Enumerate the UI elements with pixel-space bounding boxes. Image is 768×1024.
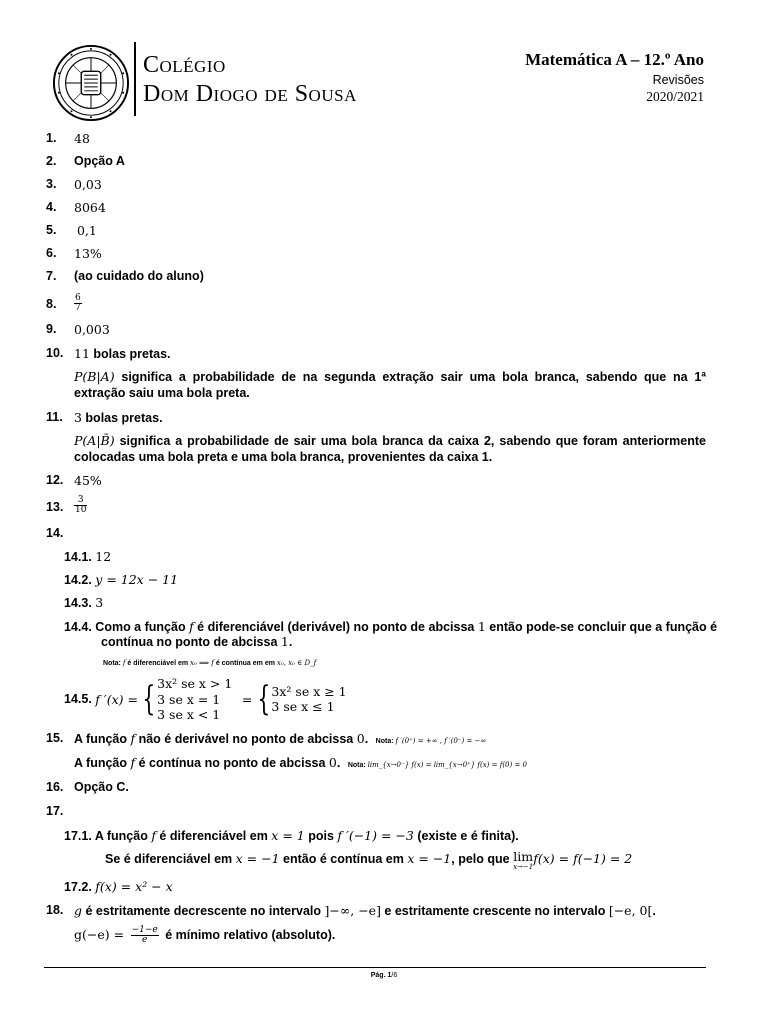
answer-number: 3.	[46, 177, 57, 191]
answer-value: 0,1	[77, 223, 97, 238]
answer-17-2: 17.2. f(x) = x² − x	[64, 879, 173, 894]
answer-value: A função f não é derivável no ponto de abcissa 0. Nota: f ′(0⁺) = +∞ , f ′(0⁻) = −∞	[74, 731, 487, 746]
answer-number: 6.	[46, 246, 57, 260]
answer-value: (ao cuidado do aluno)	[74, 269, 204, 283]
answer-10-explanation: P(B|A) significa a probabilidade de na segunda extração sair uma bola branca, sabendo que na 1ª extração saiu uma bola preta.	[74, 369, 706, 401]
page-number: Pág. 1/6	[370, 972, 398, 979]
footer-divider	[44, 967, 706, 968]
answer-14-3: 14.3. 3	[64, 595, 104, 610]
school-name-line1: Colégio	[143, 52, 226, 78]
answer-14-2: 14.2. y = 12x − 11	[64, 572, 179, 587]
answer-14-4-line2: contínua no ponto de abcissa 1.	[101, 634, 293, 649]
answer-value: 48	[74, 131, 90, 146]
answer-11-explanation: P(A|B̄) significa a probabilidade de sair uma bola branca da caixa 2, sabendo que foram anteriormente colocadas uma bola preta e uma bola branca, provenientes da caixa 1.	[74, 433, 706, 465]
answer-number: 2.	[46, 154, 57, 168]
answer-number: 18.	[46, 903, 64, 917]
fraction: $\frac{3}{10}$	[75, 495, 87, 516]
school-seal-logo	[52, 44, 130, 122]
answer-value: 0,03	[74, 177, 102, 192]
school-year: 2020/2021	[646, 89, 704, 104]
answer-number: 13.	[46, 500, 64, 514]
answer-value: Opção C.	[74, 780, 129, 794]
answer-value: 8064	[74, 200, 106, 215]
answer-number: 10.	[46, 346, 64, 360]
answer-number: 4.	[46, 200, 57, 214]
school-name-line2: Dom Diogo de Sousa	[143, 81, 357, 107]
answer-number: 5.	[46, 223, 57, 237]
answer-14-4: 14.4. Como a função f é diferenciável (derivável) no ponto de abcissa 1 então pode-se concluir que a função é	[64, 619, 718, 634]
piecewise-cases-1: 3x² se x > 1 3 se x = 1 3 se x < 1	[157, 676, 233, 723]
answer-number: 11.	[46, 410, 63, 424]
brace: {	[257, 679, 271, 720]
answer-14-4-note: Nota: f é diferenciável em x₀ ⟹ f é contínua em em x₀, x₀ ∈ D_f	[103, 659, 317, 667]
answer-value	[74, 294, 82, 314]
answer-value: 45%	[74, 473, 102, 488]
answer-17-1-line2: Se é diferenciável em x = −1 então é contínua em x = −1, pelo que lim x→−1 f(x) = f(−1) = 2	[105, 849, 633, 871]
answer-value: 3 bolas pretas.	[74, 410, 163, 425]
answer-number: 7.	[46, 269, 57, 283]
answer-number: 1.	[46, 131, 57, 145]
subject-title: Matemática A – 12.º Ano	[525, 50, 704, 69]
answer-number: 15.	[46, 731, 64, 745]
answer-17-1: 17.1. A função f é diferenciável em x = 1 pois f ′(−1) = −3 (existe e é finita).	[64, 828, 519, 843]
answer-value: Opção A	[74, 154, 125, 168]
answer-14-1: 14.1. 12	[64, 549, 112, 564]
header-divider	[134, 42, 136, 116]
brace: {	[142, 679, 156, 720]
fraction: $\frac{6}{7}$	[75, 293, 81, 314]
answer-number: 16.	[46, 780, 64, 794]
section-title: Revisões	[652, 73, 704, 87]
piecewise-cases-2: 3x² se x ≥ 1 3 se x ≤ 1	[271, 683, 347, 715]
answer-14-5: 14.5. f ′(x) = { 3x² se x > 1 3 se x = 1 3 se x < 1 = { 3x² se x ≥ 1 3 se x ≤ 1	[64, 676, 347, 723]
answer-number: 12.	[46, 473, 64, 487]
answer-number: 14.	[46, 526, 64, 540]
answer-value: 13%	[74, 246, 102, 261]
answer-number: 9.	[46, 322, 57, 336]
answer-value: 11 bolas pretas.	[74, 346, 171, 361]
answer-value: 0,003	[74, 322, 110, 337]
answer-value	[74, 496, 87, 516]
answer-value: g é estritamente decrescente no intervalo ]−∞, −e] e estritamente crescente no intervalo [−e, 0[.	[74, 903, 656, 918]
answer-number: 17.	[46, 804, 64, 818]
answer-number: 8.	[46, 297, 57, 311]
